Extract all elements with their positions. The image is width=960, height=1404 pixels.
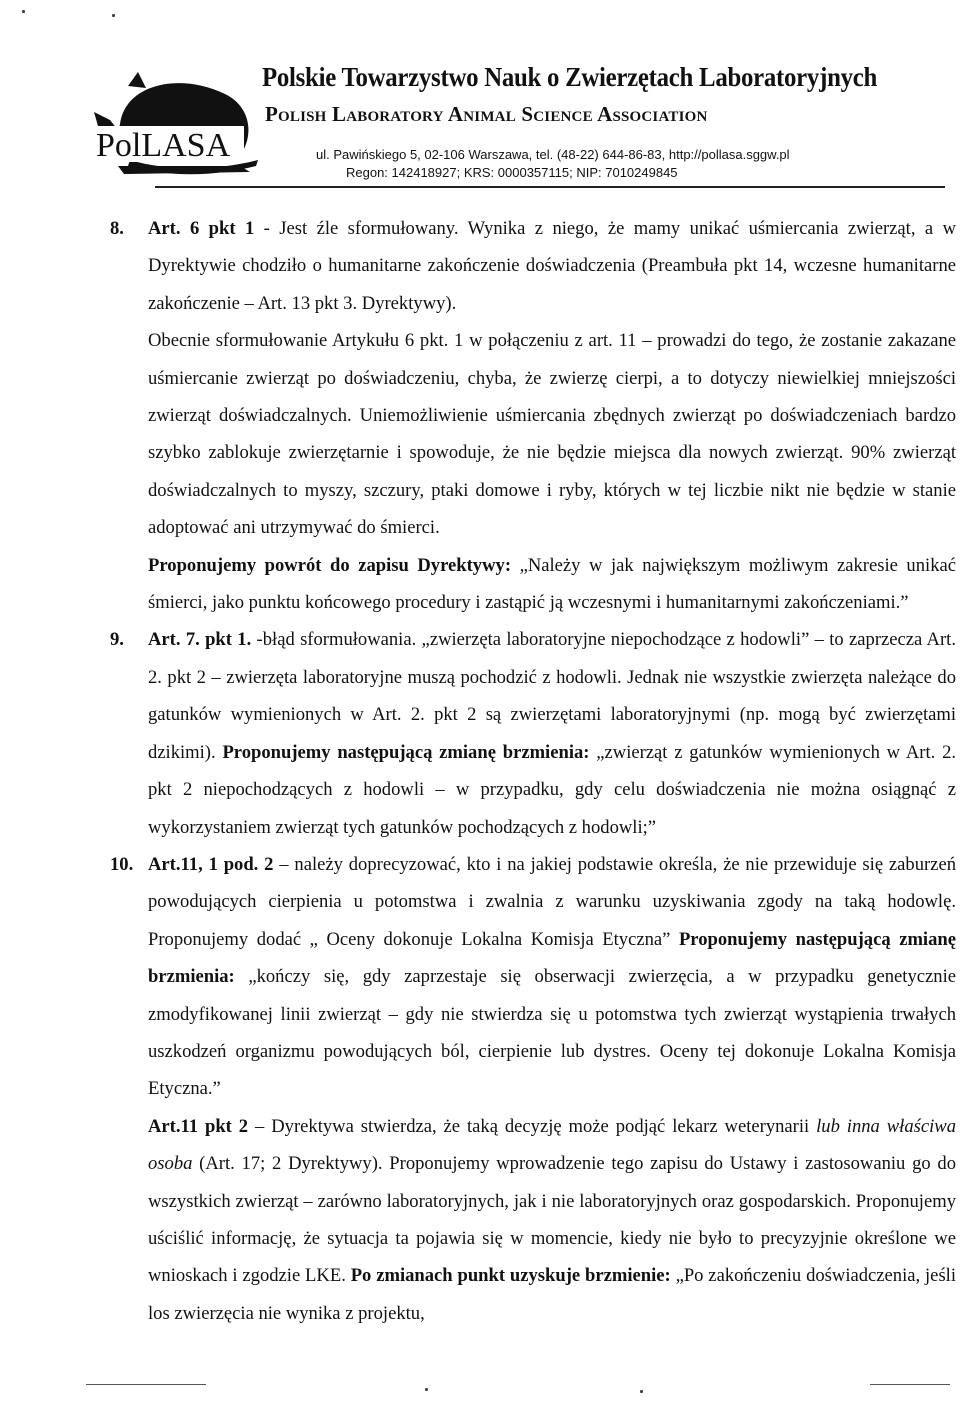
section-number: 10. [110, 853, 134, 875]
pollasa-logo [90, 64, 262, 182]
org-name-english: Polish Laboratory Animal Science Association [265, 102, 708, 126]
paragraph-text: (Art. 17; 2 Dyrektywy). Proponujemy wprowadzenie tego zapisu do Ustawy i zastosowaniu go do wszystkich zwierząt – zarówno laboratoryjnych, jak i nie laboratoryjnych oraz gospodarskich. Proponujemy uściślić informację, że sytuacja ta pojawia się w momencie, kiedy nie było to precyzyjnie określone we wnioskach i zgodzie LKE. [148, 1153, 956, 1287]
rat-logo-icon [90, 64, 262, 182]
paragraph-text: – Dyrektywa stwierdza, że taką decyzję może podjąć lekarz weterynarii [248, 1115, 817, 1137]
document-body [110, 210, 956, 1332]
scan-speck [22, 10, 25, 13]
proposal-lead: Proponujemy następującą zmianę brzmienia: [222, 741, 590, 763]
article-reference: Art. 6 pkt 1 [148, 218, 255, 239]
address-line: ul. Pawińskiego 5, 02-106 Warszawa, tel. (48-22) 644-86-83, http://pollasa.sggw.pl [316, 147, 790, 162]
footer-rule-right [870, 1384, 950, 1385]
letterhead [90, 58, 950, 188]
section-8-paragraph-2 [110, 322, 956, 546]
proposal-text: „kończy się, gdy zaprzestaje się obserwacji zwierzęcia, a w przypadku genetycznie zmodyfikowanej linii zwierząt – gdy nie stwierdza się u potomstwa tych zwierząt wystąpienia trwałych uszkodzeń organizmu powodujących ból, cierpienie lub dystres. Oceny tej dokonuje Lokalna Komisja Etyczna.” [148, 966, 956, 1100]
article-reference: Art.11, 1 pod. 2 [148, 853, 274, 875]
header-rule [155, 186, 945, 188]
logo-text: PolLASA [96, 127, 231, 164]
registry-line: Regon: 142418927; KRS: 0000357115; NIP: 7010249845 [346, 165, 678, 180]
paragraph-text: Obecnie sformułowanie Artykułu 6 pkt. 1 w połączeniu z art. 11 – prowadzi do tego, że zostanie zakazane uśmiercanie zwierząt po doświadczeniu, chyba, że zwierzę cierpi, a to dotyczy niewielkiej mniejszości zwierząt doświadczalnych. Uniemożliwienie uśmiercania zbędnych zwierząt po doświadczeniach bardzo szybko zablokuje zwierzętarnie i spowoduje, że nie będzie miejsca dla nowych zwierząt. 90% zwierząt doświadczalnych to myszy, szczury, ptaki domowe i ryby, których w tej liczbie nikt nie będzie w stanie adoptować ani utrzymywać do śmierci. [148, 330, 956, 539]
scan-speck [112, 14, 115, 17]
section-9 [110, 621, 956, 845]
proposal-text: „Należy w jak największym możliwym zakresie unikać śmierci, jako punktu końcowego procedury i zastąpić ją wczesnymi i humanitarnymi zakończeniami.” [148, 554, 956, 614]
address-block [316, 146, 790, 182]
section-number: 8. [110, 218, 124, 239]
section-8-proposal [110, 547, 956, 622]
proposal-text: „Po zakończeniu doświadczenia, jeśli los zwierzęcia nie wynika z projektu, [148, 1265, 957, 1324]
scan-speck [640, 1390, 643, 1393]
paragraph-text: -błąd sformułowania. „zwierzęta laboratoryjne niepochodzące z hodowli” – to zaprzecza Art. 2. pkt 2 – zwierzęta laboratoryjne muszą pochodzić z hodowli. Jednak nie wszystkie zwierzęta należące do gatunków wymienionych w Art. 2. pkt 2 są zwierzętami laboratoryjnymi (np. mogą być zwierzętami dzikimi). [148, 629, 956, 763]
paragraph-text: - Jest źle sformułowany. Wynika z niego, że mamy unikać uśmiercania zwierząt, a w Dyrektywie chodziło o humanitarne zakończenie doświadczenia (Preambuła pkt 14, wczesne humanitarne zakończenie – Art. 13 pkt 3. Dyrektywy). [148, 218, 956, 314]
article-reference: Art.11 pkt 2 [148, 1115, 249, 1137]
org-name-polish: Polskie Towarzystwo Nauk o Zwierzętach Laboratoryjnych [262, 62, 878, 92]
paragraph-text: – należy doprecyzować, kto i na jakiej podstawie określa, że nie przewiduje się zaburzeń powodujących cierpienia u potomstwa i zwalnia z warunku uzyskiwania zgody na taką hodowlę. Proponujemy dodać „ Oceny dokonuje Lokalna Komisja Etyczna” [148, 853, 956, 950]
proposal-lead: Proponujemy powrót do zapisu Dyrektywy: [148, 554, 512, 576]
article-reference: Art. 7. pkt 1. [148, 629, 252, 651]
footer-rule-left [86, 1384, 206, 1385]
proposal-lead: Po zmianach punkt uzyskuje brzmienie: [350, 1265, 671, 1287]
section-8 [110, 210, 956, 322]
scan-speck [425, 1388, 428, 1391]
proposal-text: „zwierząt z gatunków wymienionych w Art. 2. pkt 2 niepochodzących z hodowli – w przypadku, gdy celu doświadczenia nie można osiągnąć z wykorzystaniem zwierząt tych gatunków pochodzących z hodowli;” [148, 741, 957, 838]
italic-phrase: lub inna właściwa osoba [148, 1115, 956, 1175]
section-10 [110, 846, 956, 1108]
section-number: 9. [110, 629, 124, 651]
proposal-lead: Proponujemy następującą zmianę brzmienia: [148, 928, 956, 988]
section-10-paragraph-2 [110, 1108, 956, 1332]
